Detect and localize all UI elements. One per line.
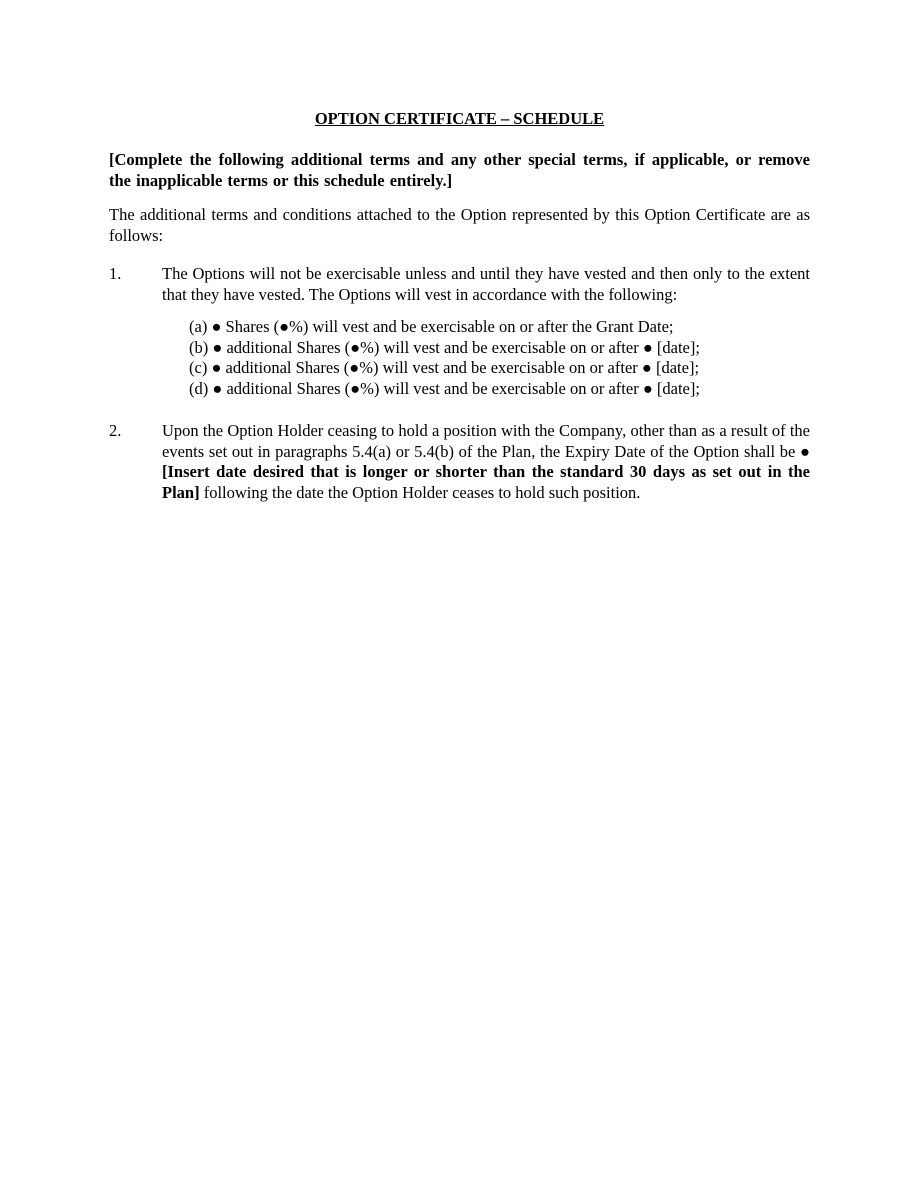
drafting-instruction: [Complete the following additional terms and any other special terms, if applicable, or remove the inapplicable terms or this schedule entirely.] [109,150,810,190]
document-page [109,108,810,503]
clause-2-text-after: following the date the Option Holder ceases to hold such position. [199,482,641,502]
vesting-item-a: (a) ● Shares (●%) will vest and be exercisable on or after the Grant Date; [189,317,674,336]
clause-1 [109,264,810,399]
intro-paragraph: The additional terms and conditions attached to the Option represented by this Option Certificate are as follows: [109,205,810,245]
clause-1-text: The Options will not be exercisable unless and until they have vested and then only to the extent that they have vested. The Options will vest in accordance with the following: [162,264,810,304]
clause-2-insert-instruction: [Insert date desired that is longer or shorter than the standard 30 days as set out in the Plan] [162,462,810,502]
clause-2 [109,421,810,503]
clause-2-text-before: Upon the Option Holder ceasing to hold a position with the Company, other than as a result of the events set out in paragraphs 5.4(a) or 5.4(b) of the Plan, the Expiry Date of the Option shall be ● [162,421,810,461]
document-title: OPTION CERTIFICATE – SCHEDULE [314,109,605,128]
vesting-item-d: (d) ● additional Shares (●%) will vest and be exercisable on or after ● [date]; [189,378,700,398]
clause-2-text [162,421,810,503]
vesting-item-b: (b) ● additional Shares (●%) will vest and be exercisable on or after ● [date]; [189,337,700,357]
vesting-item-c: (c) ● additional Shares (●%) will vest and be exercisable on or after ● [date]; [189,358,700,377]
vesting-schedule-list [162,317,810,399]
clause-2-number: 2. [109,421,122,440]
clause-1-number: 1. [109,264,122,283]
